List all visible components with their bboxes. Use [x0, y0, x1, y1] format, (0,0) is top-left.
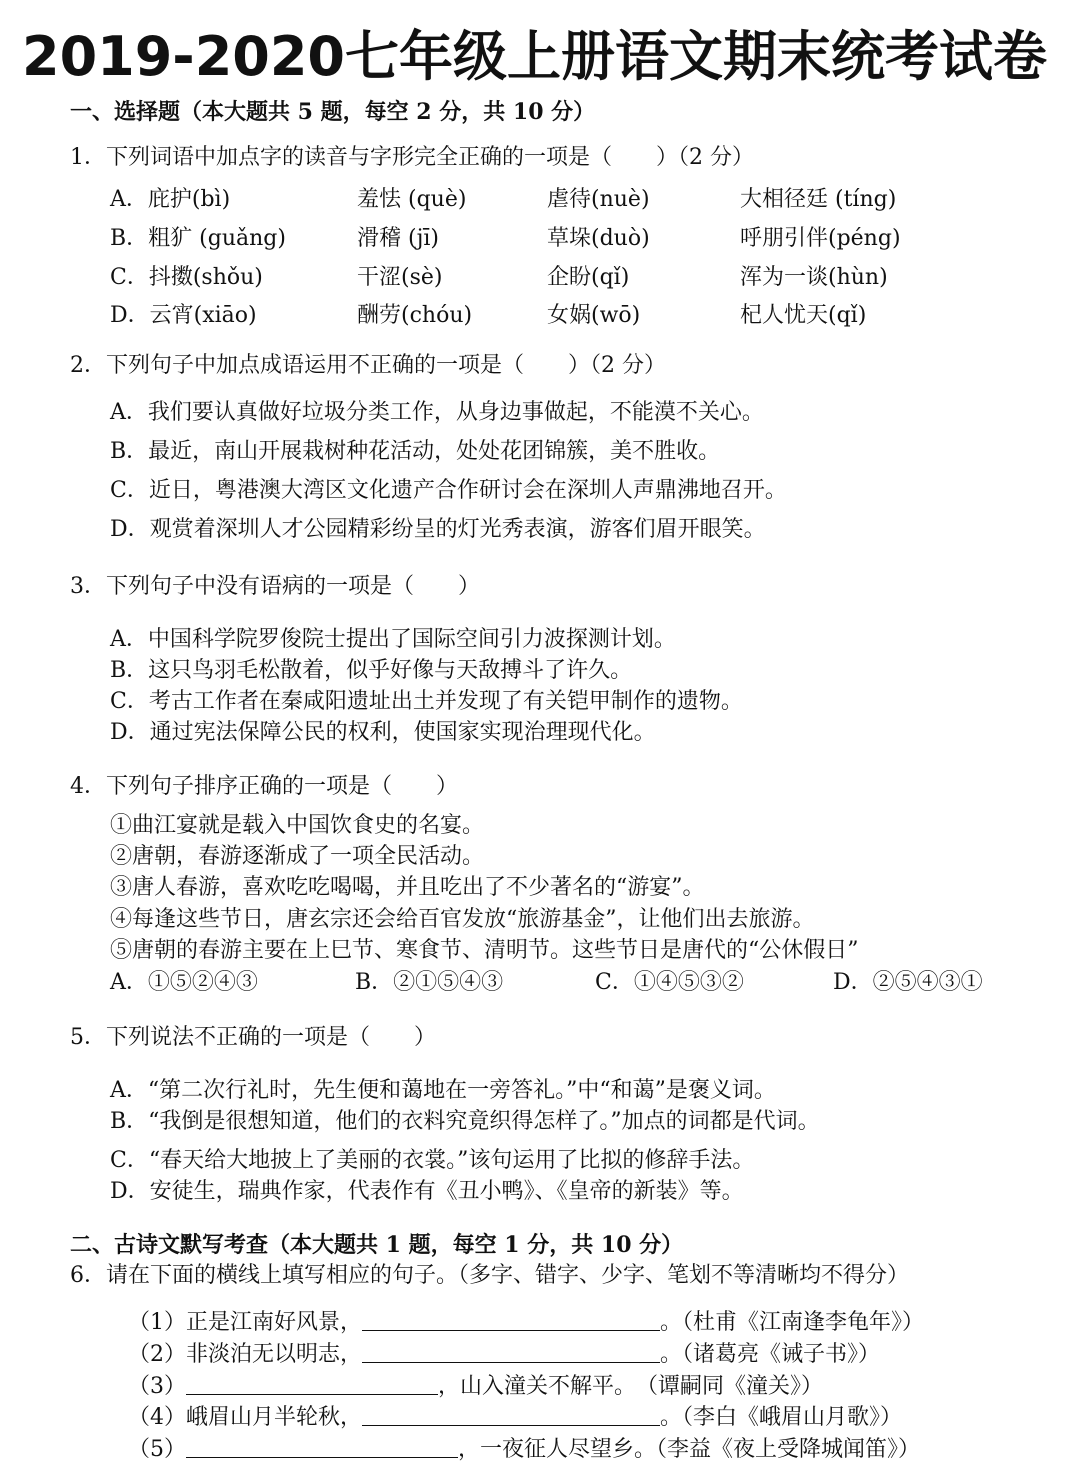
q6-item-5-blank[interactable] [186, 1437, 458, 1458]
q4-sentence-4: ④每逢这些节日，唐玄宗还会给百官发放“旅游基金”，让他们出去旅游。 [110, 907, 815, 932]
q5-option-b: B．“我倒是很想知道，他们的衣料究竟织得怎样了。”加点的词都是代词。 [110, 1109, 820, 1134]
q6-item-1 [128, 1305, 924, 1336]
q1-option-b1: B．粗犷 (guǎng) [110, 226, 286, 251]
q6-item-5 [128, 1432, 920, 1463]
q3-option-a: A．中国科学院罗俊院士提出了国际空间引力波探测计划。 [110, 627, 676, 652]
q6-item-4 [128, 1400, 902, 1431]
q3-option-b: B．这只鸟羽毛松散着，似乎好像与天敌搏斗了许久。 [110, 658, 633, 683]
q1-option-c4: 浑为一谈(hùn) [740, 265, 888, 290]
q4-choice-b: B．②①⑤④③ [355, 970, 504, 995]
q1-option-a2: 羞怯 (què) [357, 187, 467, 212]
q4-sentence-5: ⑤唐朝的春游主要在上巳节、寒食节、清明节。这些节日是唐代的“公休假日” [110, 938, 859, 963]
q6-item-1-blank[interactable] [362, 1310, 660, 1331]
q1-option-a4: 大相径廷 (tíng) [740, 187, 897, 212]
q1-option-a3: 虐待(nuè) [547, 187, 650, 212]
q1-option-b4: 呼朋引伴(péng) [740, 226, 901, 251]
q4-stem: 4．下列句子排序正确的一项是（ ） [70, 774, 458, 799]
q6-item-3-blank[interactable] [186, 1374, 438, 1395]
q6-item-2-blank[interactable] [362, 1342, 660, 1363]
q6-item-4-prefix: （4）峨眉山月半轮秋， [128, 1405, 362, 1430]
q1-option-d1: D．云宵(xiāo) [110, 303, 257, 328]
q4-sentence-1: ①曲江宴就是载入中国饮食史的名宴。 [110, 813, 485, 838]
q3-stem: 3．下列句子中没有语病的一项是（ ） [70, 574, 480, 599]
q1-option-b2: 滑稽 (jī) [357, 226, 440, 251]
exam-title: 2019-2020七年级上册语文期末统考试卷 [22, 25, 1047, 88]
q5-option-d: D．安徒生，瑞典作家，代表作有《丑小鸭》、《皇帝的新装》等。 [110, 1179, 744, 1204]
q6-item-5-suffix: ，一夜征人尽望乡。（李益《夜上受降城闻笛》） [458, 1437, 921, 1462]
q5-option-a: A．“第二次行礼时，先生便和蔼地在一旁答礼。”中“和蔼”是褒义词。 [110, 1078, 776, 1103]
q6-item-2-prefix: （2）非淡泊无以明志， [128, 1342, 362, 1367]
q3-option-d: D．通过宪法保障公民的权利，使国家实现治理现代化。 [110, 720, 656, 745]
q2-stem: 2．下列句子中加点成语运用不正确的一项是（ ）（2 分） [70, 353, 666, 378]
q1-stem: 1．下列词语中加点字的读音与字形完全正确的一项是（ ）（2 分） [70, 145, 754, 170]
q1-option-c3: 企盼(qǐ) [547, 265, 630, 290]
q4-choice-c: C．①④⑤③② [595, 970, 744, 995]
q6-item-1-suffix: 。（杜甫《江南逢李龟年》） [660, 1310, 925, 1335]
q6-item-2-suffix: 。（诸葛亮《诫子书》） [660, 1342, 881, 1367]
q2-option-a: A．我们要认真做好垃圾分类工作，从身边事做起，不能漠不关心。 [110, 400, 764, 425]
section1-heading: 一、选择题（本大题共 5 题，每空 2 分，共 10 分） [70, 99, 596, 125]
section2-heading: 二、古诗文默写考查（本大题共 1 题，每空 1 分，共 10 分） [70, 1232, 684, 1258]
q5-option-c: C．“春天给大地披上了美丽的衣裳。”该句运用了比拟的修辞手法。 [110, 1148, 755, 1173]
q6-item-1-prefix: （1）正是江南好风景， [128, 1310, 362, 1335]
q1-option-c2: 干涩(sè) [357, 265, 443, 290]
q4-choice-d: D．②⑤④③① [833, 970, 983, 995]
q1-option-d4: 杞人忧天(qǐ) [740, 303, 867, 328]
q4-sentence-3: ③唐人春游，喜欢吃吃喝喝，并且吃出了不少著名的“游宴”。 [110, 875, 705, 900]
q4-choice-a: A．①⑤②④③ [110, 970, 258, 995]
q2-option-b: B．最近，南山开展栽树种花活动，处处花团锦簇，美不胜收。 [110, 439, 721, 464]
q6-item-4-suffix: 。（李白《峨眉山月歌》） [660, 1405, 903, 1430]
q1-option-d3: 女娲(wō) [547, 303, 641, 328]
q1-option-c1: C．抖擞(shǒu) [110, 265, 263, 290]
q6-item-4-blank[interactable] [362, 1405, 660, 1426]
q1-option-a1: A．庇护(bì) [110, 187, 231, 212]
q2-option-d: D．观赏着深圳人才公园精彩纷呈的灯光秀表演，游客们眉开眼笑。 [110, 517, 766, 542]
q6-item-3-prefix: （3） [128, 1374, 186, 1399]
q6-item-3-suffix: ，山入潼关不解平。 （谭嗣同《潼关》） [438, 1374, 824, 1399]
q5-stem: 5．下列说法不正确的一项是（ ） [70, 1025, 436, 1050]
q1-option-b3: 草垛(duò) [547, 226, 650, 251]
q3-option-c: C．考古工作者在秦咸阳遗址出土并发现了有关铠甲制作的遗物。 [110, 689, 743, 714]
q6-item-3 [128, 1369, 823, 1400]
q4-sentence-2: ②唐朝，春游逐渐成了一项全民活动。 [110, 844, 485, 869]
q1-option-d2: 酬劳(chóu) [357, 303, 473, 328]
q2-option-c: C．近日，粤港澳大湾区文化遗产合作研讨会在深圳人声鼎沸地召开。 [110, 478, 787, 503]
q6-item-2 [128, 1337, 880, 1368]
q6-item-5-prefix: （5） [128, 1437, 186, 1462]
q6-stem: 6．请在下面的横线上填写相应的句子。（多字、错字、少字、笔划不等清晰均不得分） [70, 1263, 909, 1288]
